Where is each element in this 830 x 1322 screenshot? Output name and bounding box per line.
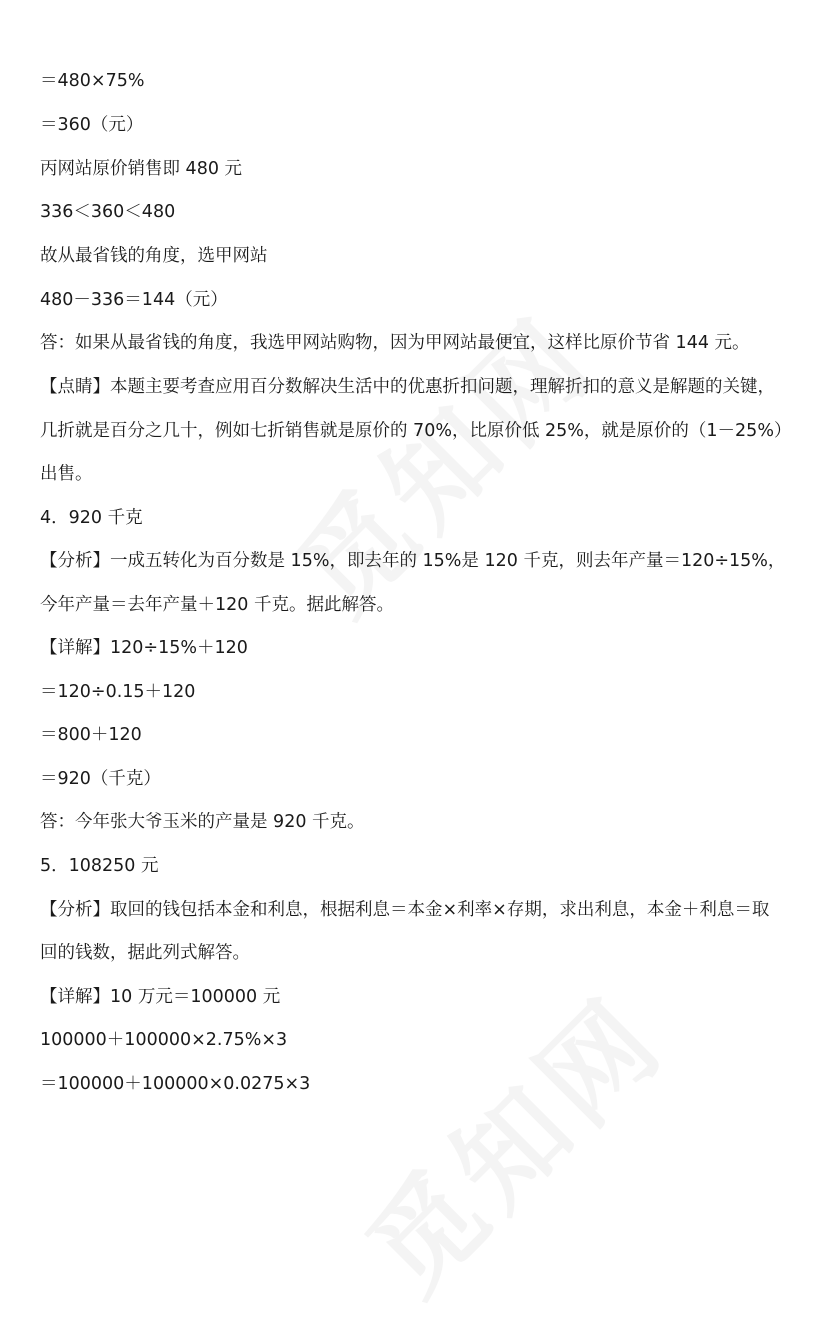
text-line: ＝360（元） (40, 115, 144, 135)
analysis-line: 【分析】取回的钱包括本金和利息，根据利息＝本金×利率×存期，求出利息，本金＋利息＝取 (40, 900, 770, 920)
analysis-line: 回的钱数，据此列式解答。 (40, 943, 250, 963)
text-line: 丙网站原价销售即 480 元 (40, 159, 243, 179)
text-line: 故从最省钱的角度，选甲网站 (40, 246, 268, 266)
tip-line: 出售。 (40, 464, 93, 484)
solution-line: 【详解】10 万元＝100000 元 (40, 987, 281, 1007)
tip-line: 几折就是百分之几十，例如七折销售就是原价的 70%，比原价低 25%，就是原价的（1－25%） (40, 421, 792, 441)
solution-line: ＝120÷0.15＋120 (40, 682, 196, 702)
solution-line: ＝100000＋100000×0.0275×3 (40, 1074, 311, 1094)
text-line: 480－336＝144（元） (40, 290, 228, 310)
tip-line: 【点睛】本题主要考查应用百分数解决生活中的优惠折扣问题，理解折扣的意义是解题的关键， (40, 377, 775, 397)
solution-line: ＝800＋120 (40, 725, 142, 745)
question-answer: 5．108250 元 (40, 856, 159, 876)
text-line: 336＜360＜480 (40, 202, 176, 222)
watermark (327, 956, 693, 1322)
text-line: ＝480×75% (40, 71, 145, 91)
answer-line: 答：今年张大爷玉米的产量是 920 千克。 (40, 812, 365, 832)
answer-line: 答：如果从最省钱的角度，我选甲网站购物，因为甲网站最便宜，这样比原价节省 144 元。 (40, 333, 750, 353)
analysis-line: 今年产量＝去年产量＋120 千克。据此解答。 (40, 595, 394, 615)
solution-line: ＝920（千克） (40, 769, 161, 789)
solution-line: 100000＋100000×2.75%×3 (40, 1030, 288, 1050)
analysis-line: 【分析】一成五转化为百分数是 15%，即去年的 15%是 120 千克，则去年产量＝120÷15%， (40, 551, 786, 571)
question-answer: 4．920 千克 (40, 508, 143, 528)
solution-line: 【详解】120÷15%＋120 (40, 638, 248, 658)
